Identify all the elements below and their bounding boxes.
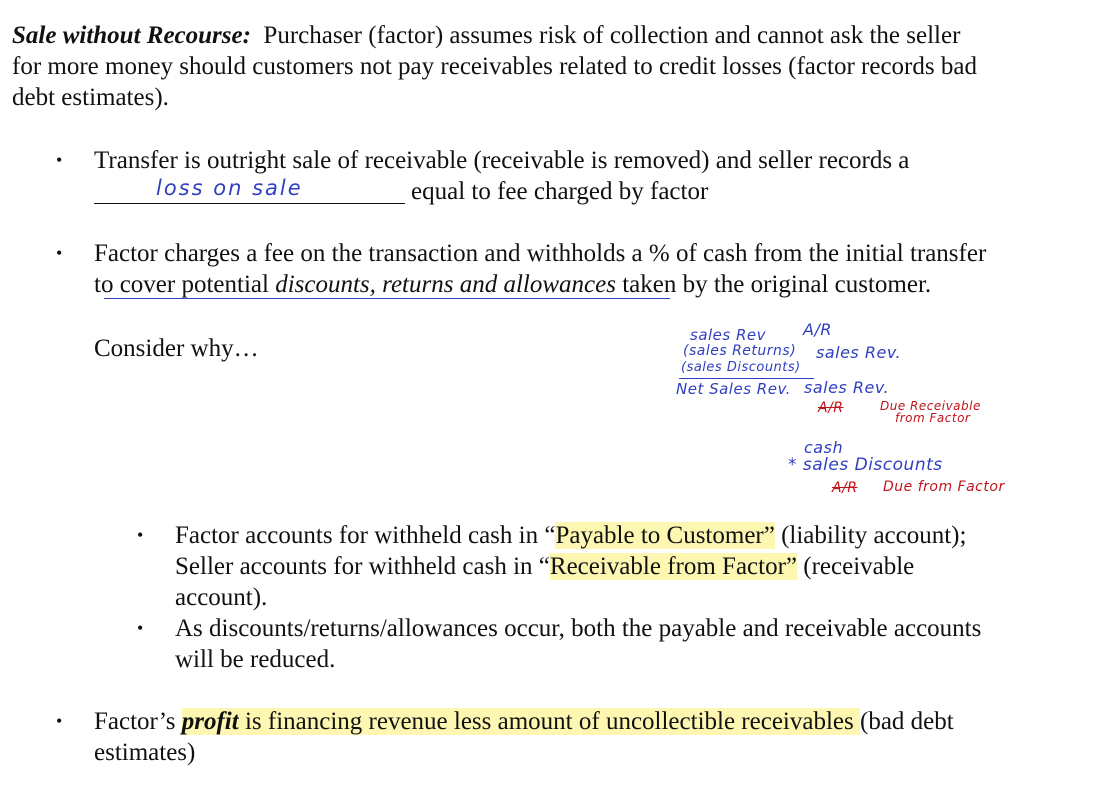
sub1-line1 [175,520,966,551]
bullet2-line2 [94,269,931,300]
intro-text-3: debt estimates). [12,84,169,111]
bullet2-emphasis: discounts, returns and allowances [275,271,616,298]
bullet1-line1: Transfer is outright sale of receivable (receivable is removed) and seller records a [94,147,910,174]
intro-text-1: Purchaser (factor) assumes risk of collection and cannot ask the seller [263,22,961,49]
sub1-text-d: (receivable [797,553,915,580]
sub1-text-a: Factor accounts for withheld cash in “ [175,522,556,549]
sub1-line2 [175,551,914,582]
highlight-payable: Payable to Customer” [555,522,775,549]
handwritten-answer: loss on sale [156,176,303,200]
note-sales-rev: sales Rev [690,326,767,344]
bullet-dot: • [137,525,144,545]
heading-line-1 [12,20,960,51]
bullet3-profit: profit [181,708,239,735]
bullet3-text-a: Factor’s [94,708,182,735]
note-sales-discounts-2: * sales Discounts [788,455,943,475]
bullet3-text-b: (bad debt [860,708,954,735]
note-net-sales: Net Sales Rev. [676,380,791,398]
note-sales-rev-2: sales Rev. [816,343,902,362]
highlight-profit-definition: is financing revenue less amount of uncollectible receivables [238,708,860,735]
bullet2-line1: Factor charges a fee on the transaction and withholds a % of cash from the initial transfer [94,240,987,267]
bullet-dot: • [56,150,63,170]
sub1-line3: account). [175,584,268,611]
note-ar: A/R [803,320,832,339]
note-sum-line [679,378,814,379]
sub1-text-b: (liability account); [774,522,967,549]
note-from-factor: from Factor [895,411,971,425]
bullet2-text-b: taken by the original customer. [615,271,932,298]
handwritten-underline [104,298,670,299]
bullet-dot: • [56,243,63,263]
note-cash: cash [804,438,844,457]
note-due-from-factor: Due from Factor [883,479,1005,495]
note-sales-discounts: (sales Discounts) [681,360,801,375]
note-due-receivable: Due Receivable [880,399,981,413]
note-ar-struck: A/R [818,400,844,416]
bullet-dot: • [56,711,63,731]
bullet-dot: • [137,618,144,638]
bullet3-line1 [94,706,954,737]
note-sales-rev-3: sales Rev. [804,378,890,397]
consider-why: Consider why… [94,335,259,362]
intro-text-2: for more money should customers not pay receivables related to credit losses (factor records bad [12,53,977,80]
bullet1-line2: equal to fee charged by factor [411,178,709,205]
section-heading: Sale without Recourse: [12,22,251,49]
highlight-receivable: Receivable from Factor” [549,553,797,580]
note-sales-returns: (sales Returns) [683,343,797,359]
sub2-line2: will be reduced. [175,646,336,673]
bullet3-line2: estimates) [94,739,196,766]
sub2-line1: As discounts/returns/allowances occur, both the payable and receivable accounts [175,615,982,642]
sub1-text-c: Seller accounts for withheld cash in “ [175,553,550,580]
bullet2-text-a: to cover potential [94,271,276,298]
fill-in-blank [94,203,405,204]
note-ar-struck-2: A/R [832,480,858,496]
